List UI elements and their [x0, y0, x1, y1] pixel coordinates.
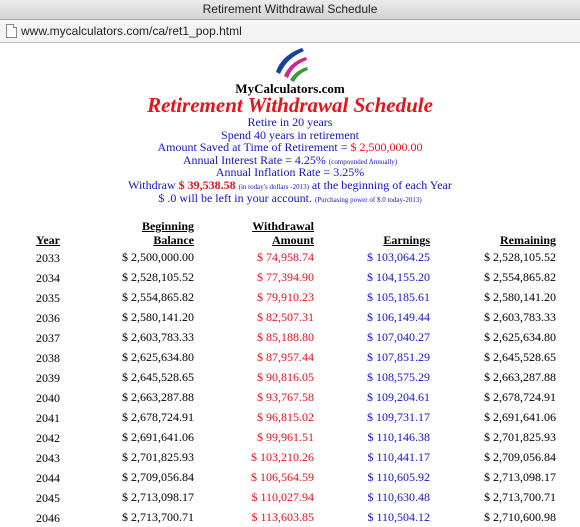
withdraw-note: (in today's dollars -2013)	[238, 183, 309, 191]
table-row	[36, 427, 556, 447]
cell-earnings: $ 110,605.92	[367, 469, 430, 484]
page-icon	[6, 24, 17, 38]
cell-earnings: $ 108,575.29	[367, 369, 430, 384]
cell-earnings: $ 109,204.61	[367, 389, 430, 404]
table-row	[36, 467, 556, 487]
cell-earnings: $ 107,040.27	[367, 329, 430, 344]
cell-year: 2043	[36, 450, 60, 465]
amount-saved-value: $ 2,500,000.00	[350, 140, 423, 154]
cell-beginning-balance: $ 2,580,141.20	[122, 309, 194, 324]
table-row	[36, 247, 556, 267]
window-titlebar	[0, 0, 580, 20]
cell-year: 2037	[36, 330, 60, 345]
cell-year: 2040	[36, 390, 60, 405]
cell-remaining: $ 2,713,700.71	[484, 489, 556, 504]
cell-withdrawal: $ 96,815.02	[257, 409, 314, 424]
header-withdrawal-line2: Amount	[271, 233, 314, 247]
cell-withdrawal: $ 90,816.05	[257, 369, 314, 384]
cell-earnings: $ 104,155.20	[367, 269, 430, 284]
cell-year: 2033	[36, 250, 60, 265]
page-content	[0, 42, 580, 525]
cell-beginning-balance: $ 2,645,528.65	[122, 369, 194, 384]
cell-withdrawal: $ 85,188.80	[257, 329, 314, 344]
cell-earnings: $ 110,630.48	[367, 489, 430, 504]
cell-year: 2036	[36, 310, 60, 325]
cell-withdrawal: $ 113,603.85	[251, 509, 314, 524]
cell-earnings: $ 107,851.29	[367, 349, 430, 364]
header-withdrawal-amount	[194, 219, 314, 247]
cell-year: 2044	[36, 470, 60, 485]
cell-remaining: $ 2,663,287.88	[484, 369, 556, 384]
withdraw-suffix: at the beginning of each Year	[308, 178, 452, 192]
cell-earnings: $ 109,731.17	[367, 409, 430, 424]
table-row	[36, 287, 556, 307]
withdraw-label: Withdraw	[128, 178, 179, 192]
cell-beginning-balance: $ 2,713,700.71	[122, 509, 194, 524]
page-title: Retirement Withdrawal Schedule	[147, 93, 433, 117]
window-title: Retirement Withdrawal Schedule	[202, 2, 378, 16]
header-beginning-line2: Balance	[153, 233, 194, 247]
cell-beginning-balance: $ 2,713,098.17	[122, 489, 194, 504]
cell-withdrawal: $ 82,507.31	[257, 309, 314, 324]
cell-remaining: $ 2,710,600.98	[484, 509, 556, 524]
cell-year: 2041	[36, 410, 60, 425]
cell-remaining: $ 2,625,634.80	[484, 329, 556, 344]
table-row	[36, 267, 556, 287]
cell-earnings: $ 106,149.44	[367, 309, 430, 324]
cell-remaining: $ 2,678,724.91	[484, 389, 556, 404]
withdrawal-schedule-table	[36, 219, 556, 527]
cell-earnings: $ 110,504.12	[367, 509, 430, 524]
cell-beginning-balance: $ 2,528,105.52	[122, 269, 194, 284]
cell-beginning-balance: $ 2,554,865.82	[122, 289, 194, 304]
cell-remaining: $ 2,645,528.65	[484, 349, 556, 364]
table-row	[36, 487, 556, 507]
cell-beginning-balance: $ 2,663,287.88	[122, 389, 194, 404]
cell-withdrawal: $ 106,564.59	[251, 469, 314, 484]
cell-year: 2039	[36, 370, 60, 385]
amount-saved-label: Amount Saved at Time of Retirement =	[157, 140, 351, 154]
cell-beginning-balance: $ 2,691,641.06	[122, 429, 194, 444]
cell-earnings: $ 110,146.38	[367, 429, 430, 444]
inflation-text: Annual Inflation Rate = 3.25%	[215, 165, 365, 179]
retire-text: Retire in 20 years	[247, 115, 333, 129]
header-remaining: Remaining	[499, 233, 556, 247]
cell-remaining: $ 2,713,098.17	[484, 469, 556, 484]
cell-remaining: $ 2,554,865.82	[484, 269, 556, 284]
header-beginning-line1: Beginning	[141, 219, 194, 233]
site-name: MyCalculators.com	[235, 81, 345, 96]
cell-beginning-balance: $ 2,603,783.33	[122, 329, 194, 344]
withdraw-value: $ 39,538.58	[178, 178, 236, 192]
left-text: $ .0 will be left in your account.	[158, 191, 312, 205]
cell-remaining: $ 2,691,641.06	[484, 409, 556, 424]
cell-withdrawal: $ 110,027.94	[251, 489, 314, 504]
cell-year: 2042	[36, 430, 60, 445]
table-row	[36, 367, 556, 387]
table-row	[36, 327, 556, 347]
cell-beginning-balance: $ 2,678,724.91	[122, 409, 194, 424]
cell-year: 2034	[36, 270, 60, 285]
cell-earnings: $ 103,064.25	[367, 249, 430, 264]
table-row	[36, 347, 556, 367]
cell-earnings: $ 105,185.61	[367, 289, 430, 304]
cell-remaining: $ 2,709,056.84	[484, 449, 556, 464]
header-earnings: Earnings	[383, 233, 430, 247]
header-beginning-balance	[96, 219, 194, 247]
table-row	[36, 507, 556, 527]
spend-text: Spend 40 years in retirement	[221, 128, 359, 142]
left-note: (Purchasing power of $.0 today-2013)	[314, 196, 422, 204]
cell-year: 2038	[36, 350, 60, 365]
cell-withdrawal: $ 77,394.90	[257, 269, 314, 284]
cell-year: 2046	[36, 510, 60, 525]
cell-beginning-balance: $ 2,625,634.80	[122, 349, 194, 364]
cell-earnings: $ 110,441.17	[367, 449, 430, 464]
header-withdrawal-line1: Withdrawal	[252, 219, 314, 233]
cell-year: 2035	[36, 290, 60, 305]
cell-remaining: $ 2,528,105.52	[484, 249, 556, 264]
url-text[interactable]: www.mycalculators.com/ca/ret1_pop.html	[21, 24, 242, 38]
cell-withdrawal: $ 87,957.44	[257, 349, 314, 364]
interest-note: (compounded Annually)	[328, 158, 398, 166]
cell-remaining: $ 2,603,783.33	[484, 309, 556, 324]
cell-remaining: $ 2,701,825.93	[484, 429, 556, 444]
table-row	[36, 447, 556, 467]
header-year: Year	[36, 233, 60, 247]
cell-withdrawal: $ 103,210.26	[251, 449, 314, 464]
cell-withdrawal: $ 99,961.51	[257, 429, 314, 444]
cell-year: 2045	[36, 490, 60, 505]
cell-withdrawal: $ 74,958.74	[257, 249, 314, 264]
interest-label: Annual Interest Rate = 4.25%	[182, 153, 326, 167]
cell-beginning-balance: $ 2,701,825.93	[122, 449, 194, 464]
cell-withdrawal: $ 93,767.58	[257, 389, 314, 404]
cell-beginning-balance: $ 2,500,000.00	[122, 249, 194, 264]
mycalculators-logo-icon	[270, 46, 310, 86]
cell-beginning-balance: $ 2,709,056.84	[122, 469, 194, 484]
address-bar[interactable]	[0, 20, 580, 43]
table-row	[36, 307, 556, 327]
table-header-row	[36, 219, 556, 247]
table-row	[36, 387, 556, 407]
cell-remaining: $ 2,580,141.20	[484, 289, 556, 304]
table-row	[36, 407, 556, 427]
cell-withdrawal: $ 79,910.23	[257, 289, 314, 304]
left-line	[0, 191, 580, 206]
